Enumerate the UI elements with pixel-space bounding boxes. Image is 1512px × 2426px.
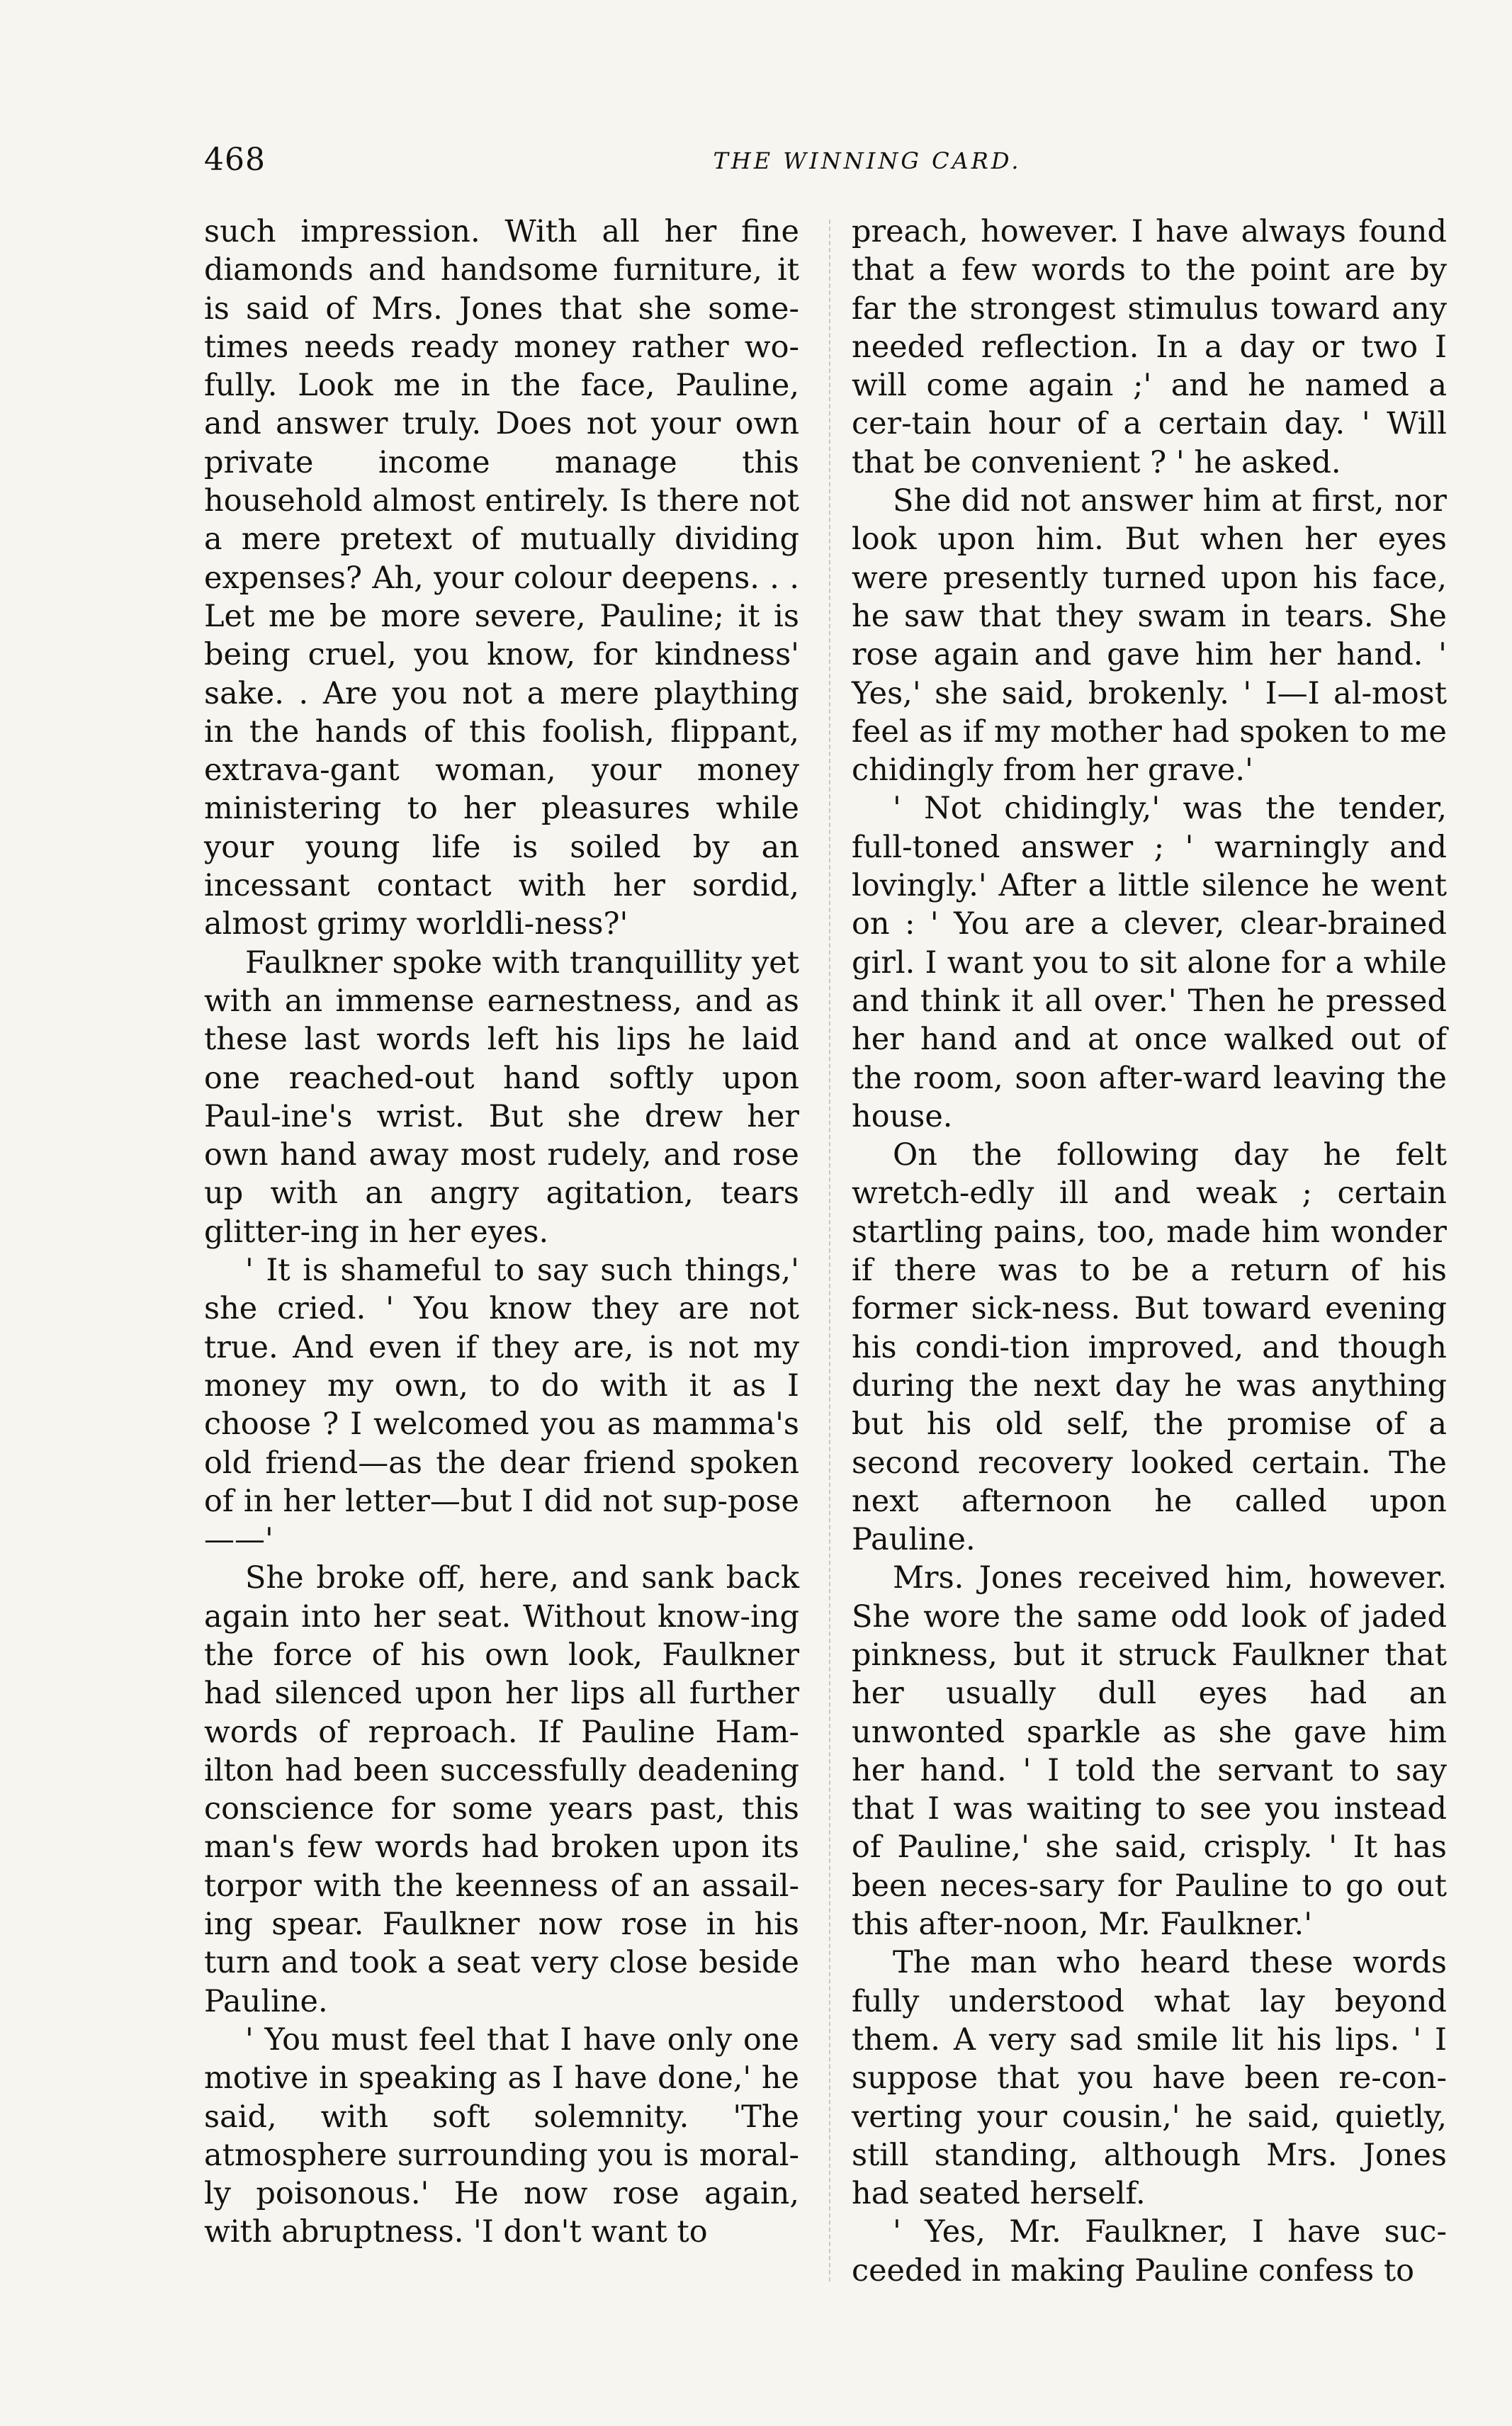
paragraph: ' Yes, Mr. Faulkner, I have suc-ceeded in making Pauline confess to <box>852 2214 1447 2289</box>
paragraph: She broke off, here, and sank back again into her seat. Without know-ing the force of his own look, Faulkner had silenced upon her lips all further words of reproach. If Pauline Ham-ilton had been successfully deadening conscience for some years past, this man's few words had broken upon its torpor with the keenness of an assail-ing spear. Faulkner now rose in his turn and took a seat very close beside Pauline. <box>204 1560 799 2019</box>
paragraph: The man who heard these words fully understood what lay beyond them. A very sad smile lit his lips. ' I suppose that you have been re-con-verting your cousin,' he said, quietly, still standing, although Mrs. Jones had seated herself. <box>852 1945 1447 2212</box>
page-number: 468 <box>204 142 266 178</box>
right-column <box>852 213 1447 2290</box>
paragraph: ' You must feel that I have only one motive in speaking as I have done,' he said, with soft solemnity. 'The atmosphere surrounding you is moral-ly poisonous.' He now rose again, with abruptness. 'I don't want to <box>204 2021 799 2250</box>
paragraph: such impression. With all her fine diamonds and handsome furniture, it is said of Mrs. Jones that she some-times needs ready money rather wo-fully. Look me in the face, Pauline, and answer truly. Does not your own private income manage this household almost entirely. Is there not a mere pretext of mutually dividing expenses? Ah, your colour deepens. . . Let me be more severe, Pauline; it is being cruel, you know, for kindness' sake. . Are you not a mere plaything in the hands of this foolish, flippant, extrava-gant woman, your money ministering to her pleasures while your young life is soiled by an incessant contact with her sordid, almost grimy worldli-ness?' <box>204 214 799 942</box>
paragraph: She did not answer him at first, nor look upon him. But when her eyes were presently turned upon his face, he saw that they swam in tears. She rose again and gave him her hand. ' Yes,' she said, brokenly. ' I—I al-most feel as if my mother had spoken to me chidingly from her grave.' <box>852 483 1447 789</box>
paragraph: Faulkner spoke with tranquillity yet with an immense earnestness, and as these last words left his lips he laid one reached-out hand softly upon Paul-ine's wrist. But she drew her own hand away most rudely, and rose up with an angry agitation, tears glitter-ing in her eyes. <box>204 944 799 1250</box>
page-header <box>204 142 1445 191</box>
paragraph: ' Not chidingly,' was the tender, full-toned answer ; ' warningly and lovingly.' After a little silence he went on : ' You are a clever, clear-brained girl. I want you to sit alone for a while and think it all over.' Then he pressed her hand and at once walked out of the room, soon after-ward leaving the house. <box>852 791 1447 1134</box>
paragraph: preach, however. I have always found that a few words to the point are by far the strongest stimulus toward any needed reflection. In a day or two I will come again ;' and he named a cer-tain hour of a certain day. ' Will that be convenient ? ' he asked. <box>852 214 1447 480</box>
running-title: THE WINNING CARD. <box>713 147 1022 174</box>
paragraph: ' It is shameful to say such things,' she cried. ' You know they are not true. And even if they are, is not my money my own, to do with it as I choose ? I welcomed you as mamma's old friend—as the dear friend spoken of in her letter—but I did not sup-pose——' <box>204 1253 799 1558</box>
left-column <box>204 213 799 2252</box>
paragraph: Mrs. Jones received him, however. She wore the same odd look of jaded pinkness, but it struck Faulkner that her usually dull eyes had an unwonted sparkle as she gave him her hand. ' I told the servant to say that I was waiting to see you instead of Pauline,' she said, crisply. ' It has been neces-sary for Pauline to go out this after-noon, Mr. Faulkner.' <box>852 1560 1447 1943</box>
column-divider <box>829 220 830 2281</box>
paragraph: On the following day he felt wretch-edly ill and weak ; certain startling pains, too, made him wonder if there was to be a return of his former sick-ness. But toward evening his condi-tion improved, and though during the next day he was anything but his old self, the promise of a second recovery looked certain. The next afternoon he called upon Pauline. <box>852 1137 1447 1558</box>
